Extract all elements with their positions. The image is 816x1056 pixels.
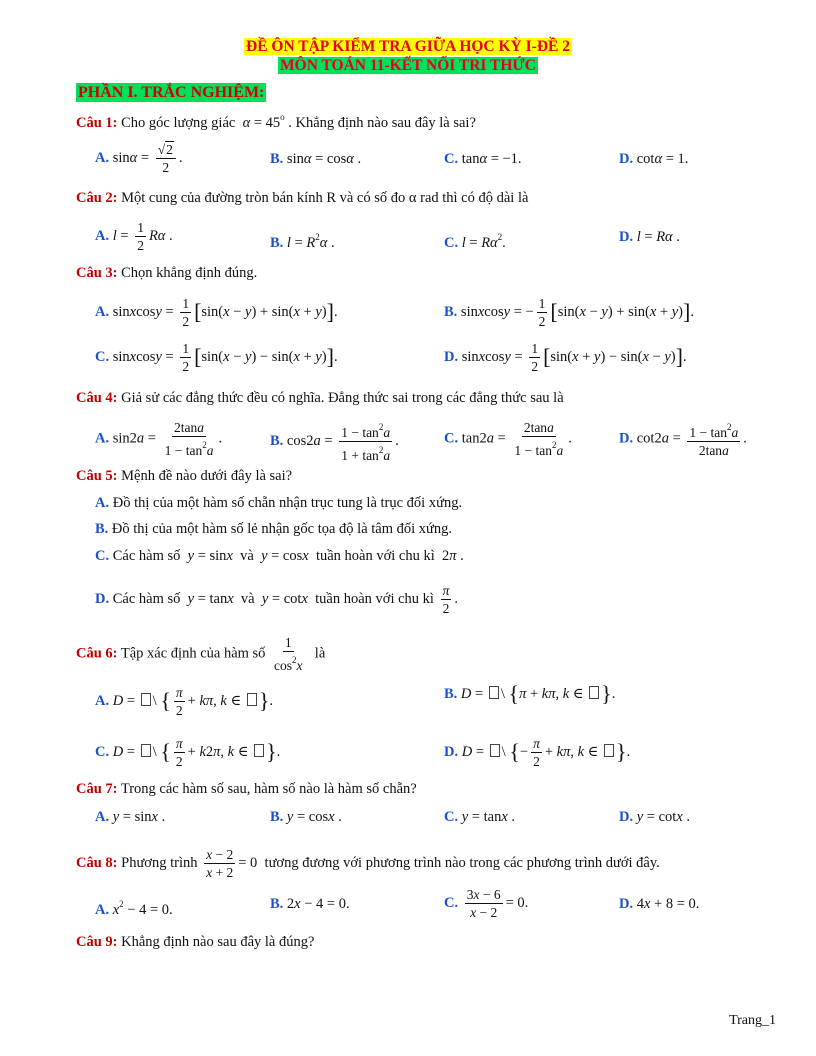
q4-option-d: D. cot2a = $\frac{1 - \tan^2a}{2\tan a}$ .: [619, 422, 747, 458]
exam-subtitle: MÔN TOÁN 11-KẾT NỐI TRI THỨC: [280, 57, 536, 74]
question-3: Câu 3: Chọn khẳng định đúng.: [76, 265, 258, 281]
q3-option-a: A. sinxcosy = $\frac{1}{2}$ [sin(x − y) + sin(x + y)].: [95, 296, 338, 329]
q3-option-d: D. sinxcosy = $\frac{1}{2}$ [sin(x + y) − sin(x − y)].: [444, 341, 687, 374]
q2-option-d: D. l = Rα .: [619, 229, 680, 245]
question-9: Câu 9: Khẳng định nào sau đây là đúng?: [76, 934, 315, 950]
question-8: Câu 8: Phương trình $\frac{x - 2}{x + 2}$ = 0 tương đương với phương trình nào trong các phương trình dưới đây.: [76, 847, 660, 880]
q5-option-c: C. Các hàm số y = sinx và y = cosx tuần hoàn với chu kì 2π .: [95, 548, 464, 564]
q4-option-b: B. cos2a = $\frac{1 - \tan^2a}{1 + \tan^2a}$ .: [270, 422, 399, 463]
page-number: Trang_1: [729, 1013, 776, 1028]
q5-option-d: D. Các hàm số y = tanx và y = cotx tuần hoàn với chu kì $\frac{\pi}{2}$ .: [95, 583, 458, 616]
q1-option-a: A. sinα = $\frac{√2}{2}$ .: [95, 142, 183, 175]
section-heading: PHẦN I. TRẮC NGHIỆM:: [78, 84, 265, 101]
q2-option-c: C. $l = R\alpha^2$.: [444, 232, 506, 251]
question-7: Câu 7: Trong các hàm số sau, hàm số nào là hàm số chẵn?: [76, 781, 417, 797]
q8-option-c: C. $\frac{3x - 6}{x - 2}$ = 0.: [444, 887, 529, 920]
q7-option-b: B. y = cosx .: [270, 809, 342, 825]
q8-option-a: A. $x^2 - 4 = 0$.: [95, 899, 173, 918]
question-5: Câu 5: Mệnh đề nào dưới đây là sai?: [76, 468, 293, 484]
q5-option-b: B. Đồ thị của một hàm số lẻ nhận gốc tọa độ là tâm đối xứng.: [95, 521, 453, 537]
q6-option-b: B. D = \ {π + kπ, k ∈ }.: [444, 681, 616, 706]
q8-option-b: B. 2x − 4 = 0.: [270, 896, 350, 912]
q7-option-a: A. y = sinx .: [95, 809, 166, 825]
q2-option-a: A. l = $\frac{1}{2}$ Rα .: [95, 220, 173, 253]
q3-option-c: C. sinxcosy = $\frac{1}{2}$ [sin(x − y) − sin(x + y)].: [95, 341, 338, 374]
question-2: Câu 2: Một cung của đường tròn bán kính R và có số đo α rad thì có độ dài là: [76, 190, 529, 206]
question-4: Câu 4: Giả sử các đẳng thức đều có nghĩa. Đẳng thức sai trong các đẳng thức sau là: [76, 390, 564, 406]
q1-option-d: D. cotα = 1.: [619, 151, 689, 167]
q7-option-d: D. y = cotx .: [619, 809, 691, 825]
exam-title: ĐỀ ÔN TẬP KIỂM TRA GIỮA HỌC KỲ I-ĐỀ 2: [246, 38, 570, 55]
q5-option-a: A. Đồ thị của một hàm số chẵn nhận trục tung là trục đối xứng.: [95, 495, 463, 511]
q1-option-b: B. sinα = cosα .: [270, 151, 362, 167]
q4-option-a: A. sin2a = $\frac{2\tan a}{1 - \tan^2a}$ .: [95, 420, 223, 458]
q6-option-c: C. D = \ { $\frac{\pi}{2}$ + k2π, k ∈ }.: [95, 736, 281, 769]
q3-option-b: B. sinxcosy = − $\frac{1}{2}$ [sin(x − y) + sin(x + y)].: [444, 296, 694, 329]
q6-option-d: D. D = \ {− $\frac{\pi}{2}$ + kπ, k ∈ }.: [444, 736, 631, 769]
q7-option-c: C. y = tanx .: [444, 809, 516, 825]
q6-option-a: A. D = \ { $\frac{\pi}{2}$ + kπ, k ∈ }.: [95, 685, 274, 718]
q8-option-d: D. 4x + 8 = 0.: [619, 896, 700, 912]
question-1: Câu 1: Cho góc lượng giác $\alpha = 45^o$ . Khẳng định nào sau đây là sai?: [76, 112, 476, 131]
q1-option-c: C. tanα = −1.: [444, 151, 522, 167]
question-6: Câu 6: Tập xác định của hàm số $\frac{1}{\cos^2x}$ là: [76, 635, 326, 673]
q2-option-b: B. $l = R^2\alpha$ .: [270, 232, 335, 251]
q4-option-c: C. tan2a = $\frac{2\tan a}{1 - \tan^2a}$ .: [444, 420, 572, 458]
